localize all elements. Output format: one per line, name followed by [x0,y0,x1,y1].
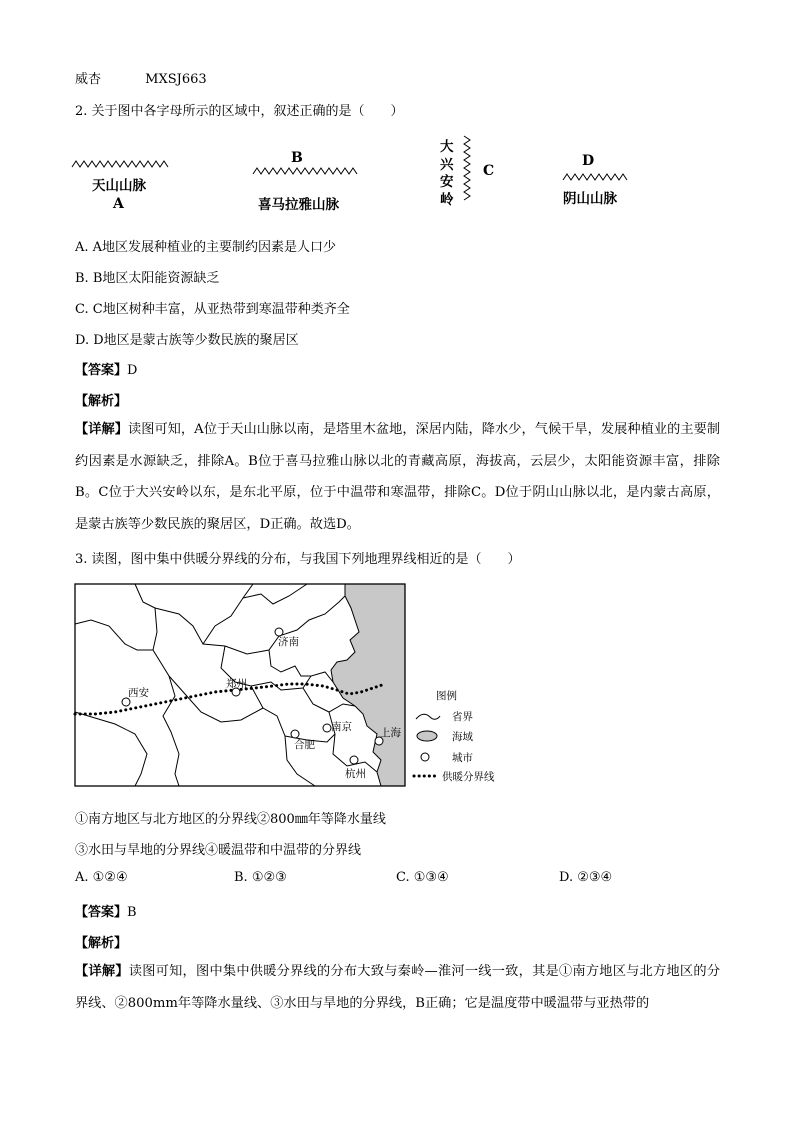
legend-sea-icon [416,730,438,742]
legend-label-city: 城市 [452,752,473,764]
himalaya-label: 喜马拉雅山脉 [258,197,339,213]
q2-option-c: C. C地区树种丰富，从亚热带到寒温带种类齐全 [75,302,350,317]
author-name: 威杏 [75,72,102,87]
legend-title: 图例 [436,690,457,702]
sea-area [331,584,405,786]
q3-answer [75,901,137,920]
legend-heating-line-icon [412,772,440,780]
answer-value: D [127,363,138,378]
detail-tag: 【详解】 [75,964,129,979]
city-label-hangzhou: 杭州 [345,768,366,780]
city-label-hefei: 合肥 [294,739,315,751]
q2-option-d: D. D地区是蒙古族等少数民族的聚居区 [75,333,299,348]
q2-detail [75,414,720,540]
city-label-shanghai: 上海 [380,727,401,739]
header-line [75,68,207,87]
yinshan-mountain-icon [563,170,633,184]
answer-tag: 【答案】 [75,363,128,378]
himalaya-mountain-icon [253,164,363,178]
answer-tag: 【答案】 [75,905,128,920]
q3-option-b: B. ①②③ [234,870,287,885]
daxinganling-char-4: 岭 [440,192,454,208]
city-marker-nanjing [323,724,331,732]
q2-option-a: A. A地区发展种植业的主要制约因素是人口少 [75,240,337,255]
q3-analysis-tag: 【解析】 [75,936,128,951]
city-marker-hangzhou [350,756,358,764]
legend-label-heating: 供暖分界线 [442,771,495,783]
q2-answer [75,359,137,378]
legend-label-sea: 海域 [452,731,473,743]
city-label-jinan: 济南 [278,636,299,648]
daxinganling-char-2: 兴 [440,157,454,173]
region-c-label: C [483,163,495,179]
city-label-xian: 西安 [128,687,149,699]
q3-statements-line-2: ③水田与旱地的分界线④暖温带和中温带的分界线 [75,843,362,858]
tianshan-label: 天山山脉 [92,178,146,194]
doc-code: MXSJ663 [145,72,207,87]
q2-stem: 2. 关于图中各字母所示的区域中，叙述正确的是（ ） [75,104,404,119]
detail-text: 读图可知，A位于天山山脉以南，是塔里木盆地，深居内陆，降水少，气候干旱，发展种植业的主要制约因素是水源缺乏，排除A。B位于喜马拉雅山脉以北的青藏高原，海拔高，云层少，太阳能资源丰富，排除B。C位于大兴安岭以东，是东北平原，位于中温带和寒温带，排除C。D位于阴山山脉以北，是内蒙古高原，是蒙古族等少数民族的聚居区，D正确。故选D。 [75,422,721,532]
tianshan-mountain-icon [72,157,172,171]
city-label-zhengzhou: 郑州 [226,678,247,690]
answer-value: B [127,905,137,920]
legend-label-boundary: 省界 [452,711,473,723]
region-b-label: B [291,150,303,166]
daxinganling-char-3: 安 [440,174,454,190]
legend-boundary-icon [416,712,440,722]
q2-analysis-tag: 【解析】 [75,394,128,409]
q3-stem: 3. 读图，图中集中供暖分界线的分布，与我国下列地理界线相近的是（ ） [75,552,521,567]
legend-city-icon [419,751,431,763]
daxinganling-char-1: 大 [440,139,454,155]
region-a-label: A [113,196,124,212]
yinshan-label: 阴山山脉 [563,191,617,207]
q3-option-a: A. ①②④ [75,870,128,885]
region-d-label: D [582,153,595,169]
detail-tag: 【详解】 [75,422,128,437]
daxinganling-mountain-icon [460,134,480,204]
q2-option-b: B. B地区太阳能资源缺乏 [75,271,220,286]
q3-option-c: C. ①③④ [396,870,449,885]
detail-text: 读图可知，图中集中供暖分界线的分布大致与秦岭—淮河一线一致，其是①南方地区与北方地区的分界线、②800mm年等降水量线、③水田与旱地的分界线，B正确；它是温度带中暖温带与亚热带的 [75,964,721,1011]
city-label-nanjing: 南京 [331,721,352,733]
q3-option-d: D. ②③④ [559,870,613,885]
q3-detail [75,956,720,1019]
q3-statements-line-1: ①南方地区与北方地区的分界线②800㎜年等降水量线 [75,812,386,827]
